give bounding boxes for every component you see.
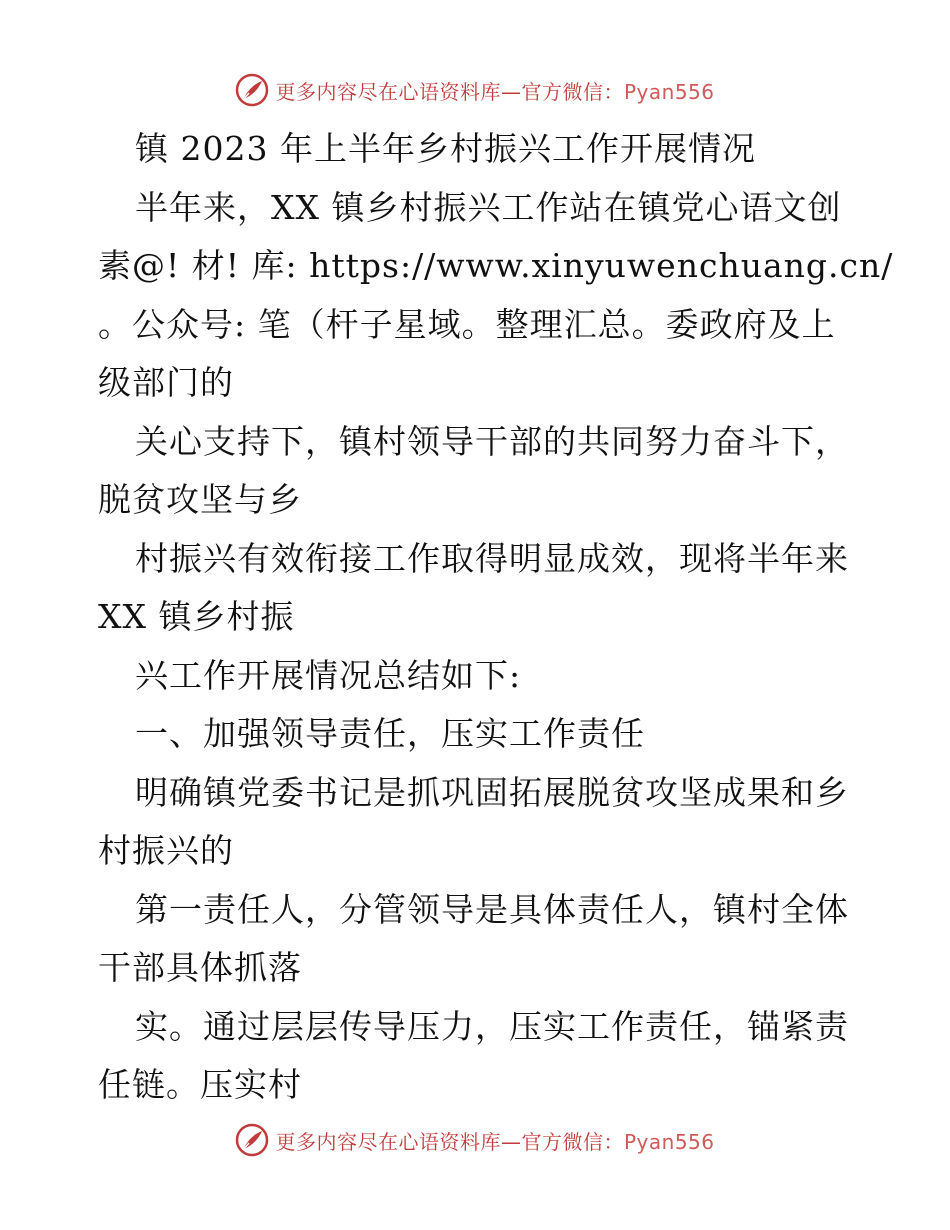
header-watermark: [0, 70, 950, 110]
document-line: 干部具体抓落: [98, 948, 302, 987]
document-line: 素@! 材! 库: https://www.xinyuwenchuang.cn/: [98, 246, 894, 285]
document-line: 兴工作开展情况总结如下:: [135, 655, 522, 695]
document-line: 关心支持下，镇村领导干部的共同努力奋斗下，: [135, 421, 849, 461]
document-line: XX 镇乡村振: [98, 597, 295, 636]
footer-watermark: [0, 1120, 950, 1160]
document-line: 镇 2023 年上半年乡村振兴工作开展情况: [135, 129, 756, 168]
feather-pen-logo-icon: [235, 73, 269, 107]
document-line: 村振兴的: [98, 831, 234, 870]
document-line: 一、加强领导责任，压实工作责任: [135, 714, 645, 753]
document-line: 村振兴有效衔接工作取得明显成效，现将半年来: [135, 538, 849, 578]
document-line: 脱贫攻坚与乡: [98, 480, 302, 519]
document-line: 明确镇党委书记是抓巩固拓展脱贫攻坚成果和乡: [135, 772, 849, 812]
document-line: 第一责任人，分管领导是具体责任人，镇村全体: [135, 889, 849, 929]
document-body: [98, 120, 894, 1115]
document-line: 级部门的: [98, 363, 234, 402]
document-line: 实。通过层层传导压力，压实工作责任，锚紧责: [135, 1006, 849, 1046]
watermark-text: 更多内容尽在心语资料库—官方微信：Pyan556: [275, 1129, 715, 1154]
feather-pen-logo-icon: [235, 1123, 269, 1157]
document-line: 半年来，XX 镇乡村振兴工作站在镇党心语文创: [135, 187, 842, 227]
watermark-text: 更多内容尽在心语资料库—官方微信：Pyan556: [275, 79, 715, 104]
document-line: 任链。压实村: [98, 1065, 302, 1104]
document-line: 。公众号: 笔（杆子星域。整理汇总。委政府及上: [98, 304, 836, 344]
